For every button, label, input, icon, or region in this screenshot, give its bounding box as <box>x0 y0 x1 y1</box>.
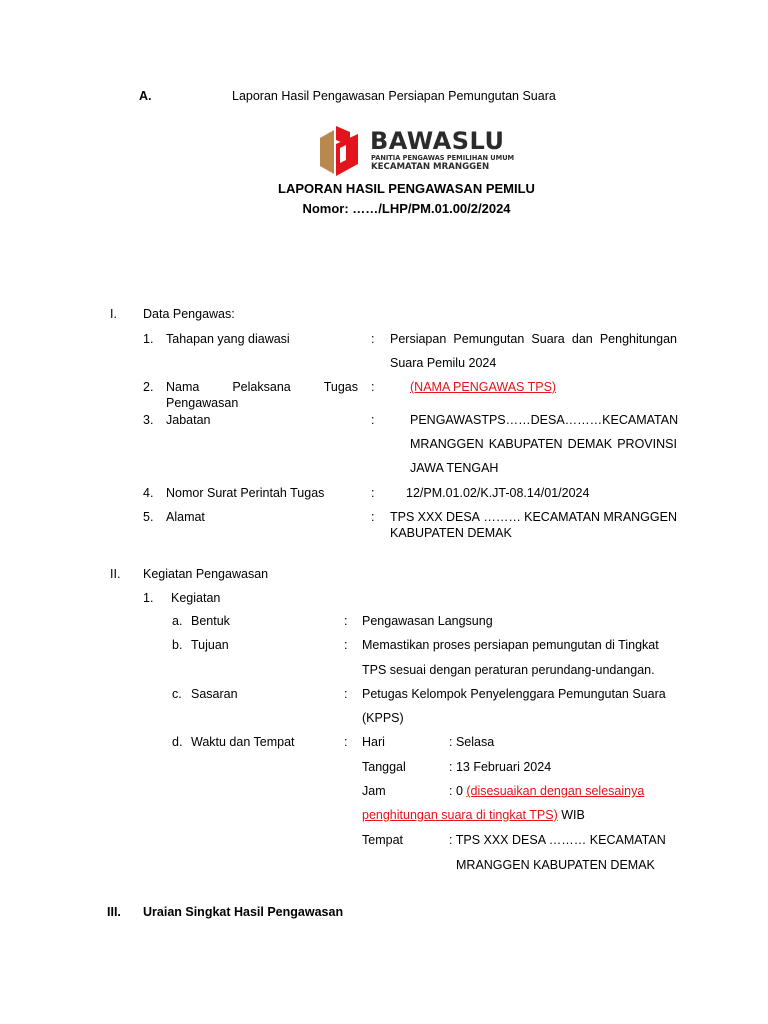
logo-title: BAWASLU <box>370 127 505 155</box>
kegiatan-c-letter: c. <box>172 687 182 701</box>
jam-value-line1 <box>449 783 644 799</box>
item-5-value-word: DESA <box>445 510 480 524</box>
item-3-value-word: MRANGGEN <box>410 437 484 451</box>
sub-1-title: Kegiatan <box>171 591 221 605</box>
tanggal-label: Tanggal <box>362 760 406 774</box>
item-4-number: 4. <box>143 486 154 500</box>
kegiatan-d-letter: d. <box>172 735 183 749</box>
kegiatan-d-label: Waktu dan Tempat <box>191 735 295 749</box>
item-4-label: Nomor Surat Perintah Tugas <box>166 486 325 500</box>
item-5-value-word: KECAMATAN <box>524 510 601 524</box>
item-3-value-line2 <box>410 436 677 452</box>
kegiatan-b-value-line2: TPS sesuai dengan peraturan perundang-undangan. <box>362 663 655 677</box>
item-2-colon: : <box>371 380 375 394</box>
kegiatan-d-colon: : <box>344 735 348 749</box>
item-3-value-word: KABUPATEN <box>488 437 563 451</box>
report-number: Nomor: ……/LHP/PM.01.00/2/2024 <box>302 201 511 216</box>
item-1-colon: : <box>371 332 375 346</box>
item-3-value-word: KECAMATAN <box>602 413 679 427</box>
kegiatan-c-label: Sasaran <box>191 687 238 701</box>
item-1-value-line1: Persiapan Pemungutan Suara dan Penghitungan <box>390 332 677 346</box>
item-3-value-word: DESA <box>530 413 565 427</box>
section-letter: A. <box>139 89 152 103</box>
item-2-label-word: Pelaksana <box>232 380 291 394</box>
item-3-value-line3: JAWA TENGAH <box>410 461 499 475</box>
bawaslu-logo <box>310 124 515 180</box>
kegiatan-c-value-line2: (KPPS) <box>362 711 404 725</box>
tempat-label: Tempat <box>362 833 403 847</box>
item-1-label: Tahapan yang diawasi <box>166 332 290 346</box>
section-1-number: I. <box>110 307 117 321</box>
item-5-number: 5. <box>143 510 154 524</box>
item-2-label-line1 <box>166 379 358 395</box>
item-3-value-word: TPS <box>481 413 506 427</box>
item-2-label-word: Nama <box>166 380 200 394</box>
tanggal-value: : 13 Februari 2024 <box>449 760 552 774</box>
kegiatan-b-value-line1: Memastikan proses persiapan pemungutan di Tingkat <box>362 638 659 652</box>
logo-subtitle-1: PANITIA PENGAWAS PEMILIHAN UMUM <box>371 154 515 162</box>
tempat-value-line2: MRANGGEN KABUPATEN DEMAK <box>456 858 655 872</box>
item-1-number: 1. <box>143 332 154 346</box>
section-3-number: III. <box>107 905 121 919</box>
tempat-value-line1: : TPS XXX DESA ……… KECAMATAN <box>449 833 666 847</box>
sub-1-number: 1. <box>143 591 154 605</box>
jam-suffix: WIB <box>557 808 585 822</box>
item-3-value-line1 <box>410 412 677 428</box>
kegiatan-b-colon: : <box>344 638 348 652</box>
kegiatan-c-value-line1: Petugas Kelompok Penyelenggara Pemungutan Suara <box>362 687 666 701</box>
hari-value: : Selasa <box>449 735 495 749</box>
item-3-value-word: …… <box>505 413 531 427</box>
item-4-value: 12/PM.01.02/K.JT-08.14/01/2024 <box>406 486 590 500</box>
item-5-value-line2: KABUPATEN DEMAK <box>390 526 512 540</box>
jam-note-line1: (disesuaikan dengan selesainya <box>466 784 645 798</box>
logo-subtitle-2: KECAMATAN MRANGGEN <box>371 162 490 172</box>
kegiatan-a-colon: : <box>344 614 348 628</box>
hari-label: Hari <box>362 735 385 749</box>
kegiatan-b-letter: b. <box>172 638 183 652</box>
bawaslu-emblem-icon <box>310 124 362 180</box>
item-3-label: Jabatan <box>166 413 211 427</box>
item-5-value-word: ……… <box>483 510 521 524</box>
item-3-value-word: ……… <box>564 413 603 427</box>
section-2-title: Kegiatan Pengawasan <box>143 567 269 581</box>
item-5-value-word: XXX <box>417 510 443 524</box>
kegiatan-c-colon: : <box>344 687 348 701</box>
section-1-title: Data Pengawas: <box>143 307 235 321</box>
item-3-number: 3. <box>143 413 154 427</box>
jam-label: Jam <box>362 784 386 798</box>
item-2-label-line2: Pengawasan <box>166 396 239 410</box>
item-3-colon: : <box>371 413 375 427</box>
kegiatan-a-letter: a. <box>172 614 183 628</box>
item-5-value-word: MRANGGEN <box>603 510 677 524</box>
item-5-value-word: TPS <box>390 510 415 524</box>
report-title: LAPORAN HASIL PENGAWASAN PEMILU <box>278 181 535 196</box>
item-5-value-line1 <box>390 509 677 525</box>
document-heading: Laporan Hasil Pengawasan Persiapan Pemungutan Suara <box>232 89 556 103</box>
item-2-value: (NAMA PENGAWAS TPS) <box>410 380 557 394</box>
jam-value-line2 <box>362 807 585 823</box>
item-2-label-word: Tugas <box>323 380 358 394</box>
jam-prefix: : 0 <box>449 784 467 798</box>
section-2-number: II. <box>110 567 121 581</box>
item-5-label: Alamat <box>166 510 205 524</box>
item-3-value-word: DEMAK <box>567 437 613 451</box>
jam-note-line2: penghitungan suara di tingkat TPS) <box>362 808 558 822</box>
kegiatan-a-value: Pengawasan Langsung <box>362 614 493 628</box>
item-4-colon: : <box>371 486 375 500</box>
item-1-value-line2: Suara Pemilu 2024 <box>390 356 497 370</box>
item-2-number: 2. <box>143 380 154 394</box>
item-3-value-word: PENGAWAS <box>410 413 482 427</box>
item-3-value-word: PROVINSI <box>617 437 677 451</box>
kegiatan-b-label: Tujuan <box>191 638 229 652</box>
kegiatan-a-label: Bentuk <box>191 614 230 628</box>
section-3-title: Uraian Singkat Hasil Pengawasan <box>143 905 344 919</box>
item-5-colon: : <box>371 510 375 524</box>
